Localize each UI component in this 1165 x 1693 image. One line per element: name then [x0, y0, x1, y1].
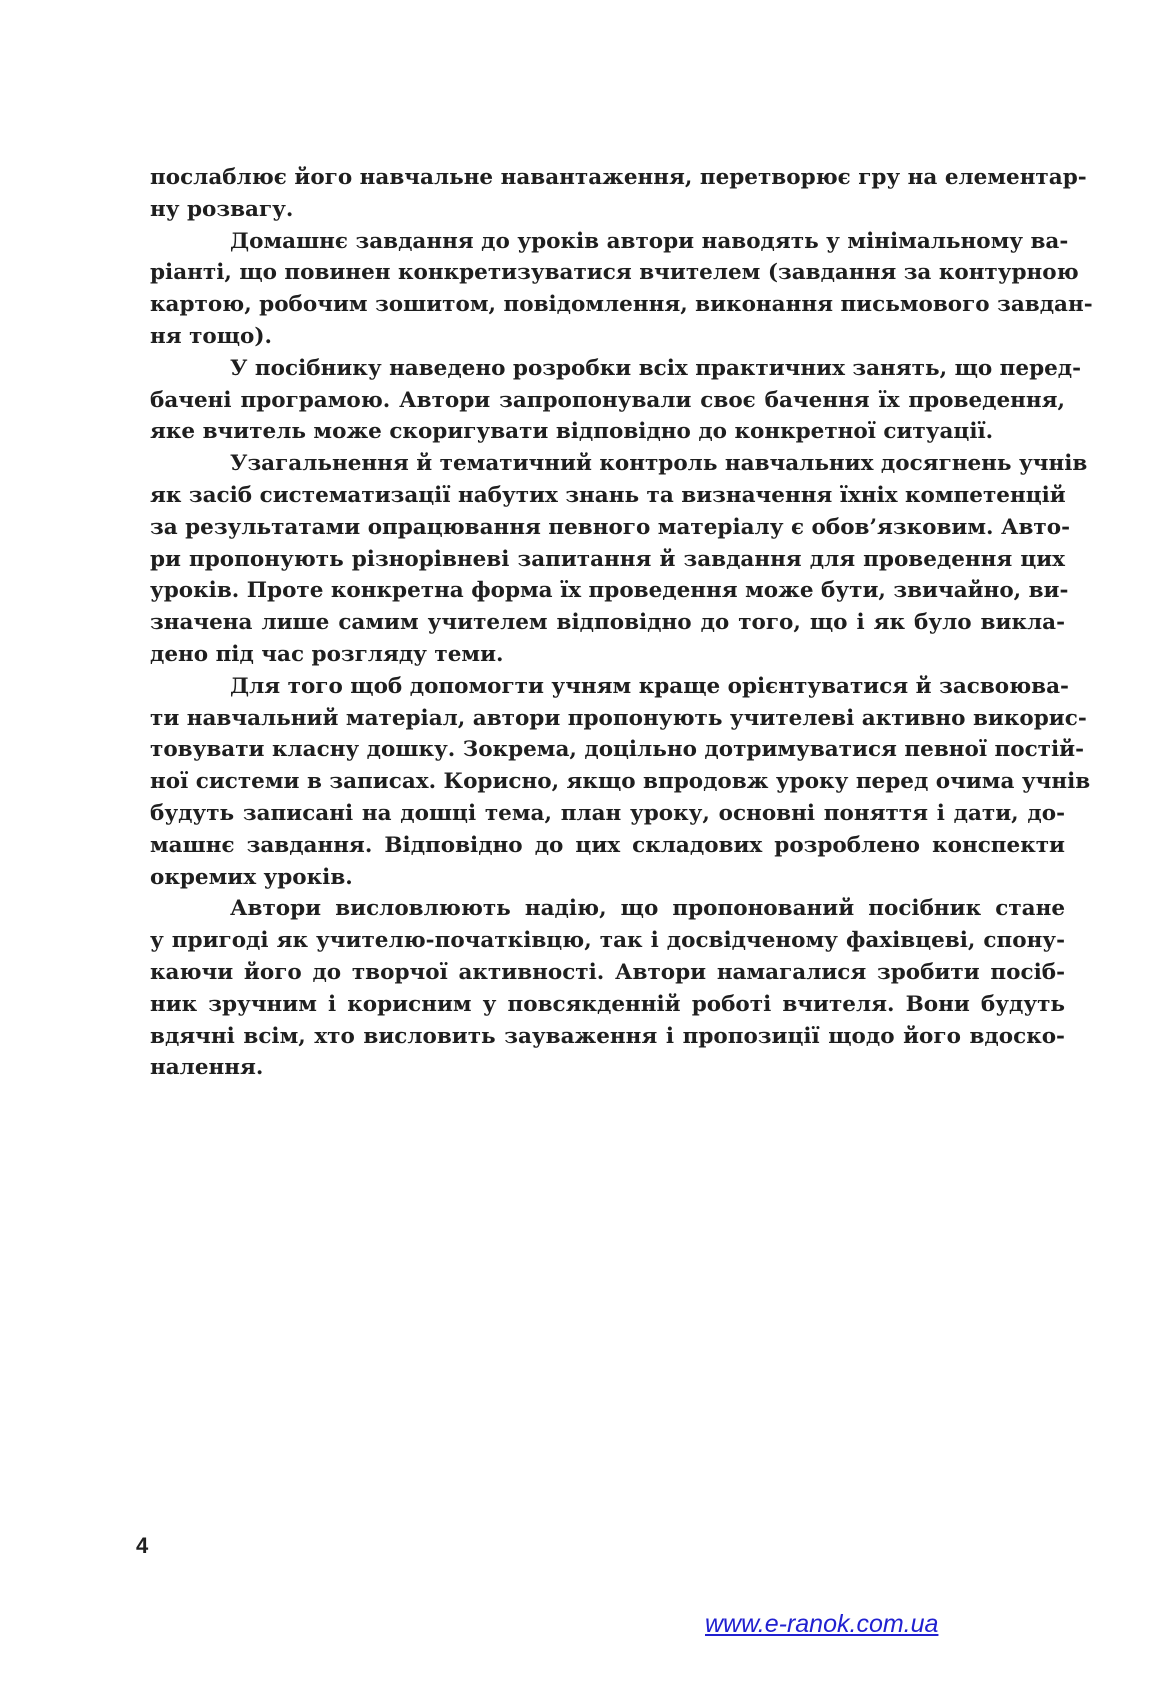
text-line: вдячні всім, хто висловить зауваження і пропозиції щодо його вдоско-: [150, 1023, 1065, 1049]
paragraph-5: [150, 671, 1091, 894]
page-number: 4: [136, 1533, 149, 1558]
paragraph-2: [150, 226, 1093, 353]
paragraph-3: [150, 353, 1082, 448]
text-line: налення.: [150, 1055, 264, 1081]
page-body: [150, 162, 1093, 1084]
text-line: ної системи в записах. Корисно, якщо впродовж уроку перед очима учнів: [150, 769, 1091, 795]
text-line: як засіб систематизації набутих знань та визначення їхніх компетенцій: [150, 482, 1066, 508]
text-line: картою, робочим зошитом, повідомлення, виконання письмового завдан-: [150, 292, 1093, 318]
text-line: дено під час розгляду теми.: [150, 641, 504, 667]
text-line: бачені програмою. Автори запропонували своє бачення їх проведення,: [150, 387, 1065, 413]
text-line: каючи його до творчої активності. Автори намагалися зробити посіб-: [150, 959, 1065, 985]
text-line: яке вчитель може скоригувати відповідно до конкретної ситуації.: [150, 419, 994, 445]
text-line: ня тощо).: [150, 323, 273, 349]
text-line: значена лише самим учителем відповідно до того, що і як було викла-: [150, 610, 1065, 636]
paragraph-6: [150, 893, 1065, 1084]
text-line: Для того щоб допомогти учням краще орієнтуватися й засвоюва-: [230, 673, 1069, 699]
paragraph-4: [150, 448, 1088, 671]
text-line: ти навчальний матеріал, автори пропонують учителеві активно викорис-: [150, 705, 1087, 731]
text-line: ник зручним і корисним у повсякденній роботі вчителя. Вони будуть: [150, 991, 1065, 1017]
text-line: Узагальнення й тематичний контроль навчальних досягнень учнів: [230, 451, 1088, 477]
text-line: будуть записані на дошці тема, план уроку, основні поняття і дати, до-: [150, 800, 1065, 826]
text-line: ри пропонують різнорівневі запитання й завдання для проведення цих: [150, 546, 1065, 572]
text-line: ріанті, що повинен конкретизуватися вчителем (завдання за контурною: [150, 260, 1079, 286]
text-line: уроків. Проте конкретна форма їх проведення може бути, звичайно, ви-: [150, 578, 1069, 604]
text-line: послаблює його навчальне навантаження, перетворює гру на елементар-: [150, 165, 1087, 190]
text-line: товувати класну дошку. Зокрема, доцільно дотримуватися певної постій-: [150, 737, 1085, 763]
site-link[interactable]: www.e-ranok.com.ua: [705, 1610, 939, 1638]
text-line: окремих уроків.: [150, 864, 353, 890]
text-line: У посібнику наведено розробки всіх практичних занять, що перед-: [230, 355, 1082, 381]
text-line: за результатами опрацювання певного матеріалу є обов’язковим. Авто-: [150, 514, 1071, 540]
text-line: машнє завдання. Відповідно до цих складових розроблено конспекти: [150, 832, 1065, 858]
text-line: ну розвагу.: [150, 196, 294, 222]
text-line: у пригоді як учителю-початківцю, так і досвідченому фахівцеві, спону-: [150, 928, 1065, 954]
text-line: Автори висловлюють надію, що пропонований посібник стане: [230, 896, 1065, 922]
text-line: Домашнє завдання до уроків автори наводять у мінімальному ва-: [230, 228, 1069, 254]
paragraph-1: [150, 162, 1087, 226]
